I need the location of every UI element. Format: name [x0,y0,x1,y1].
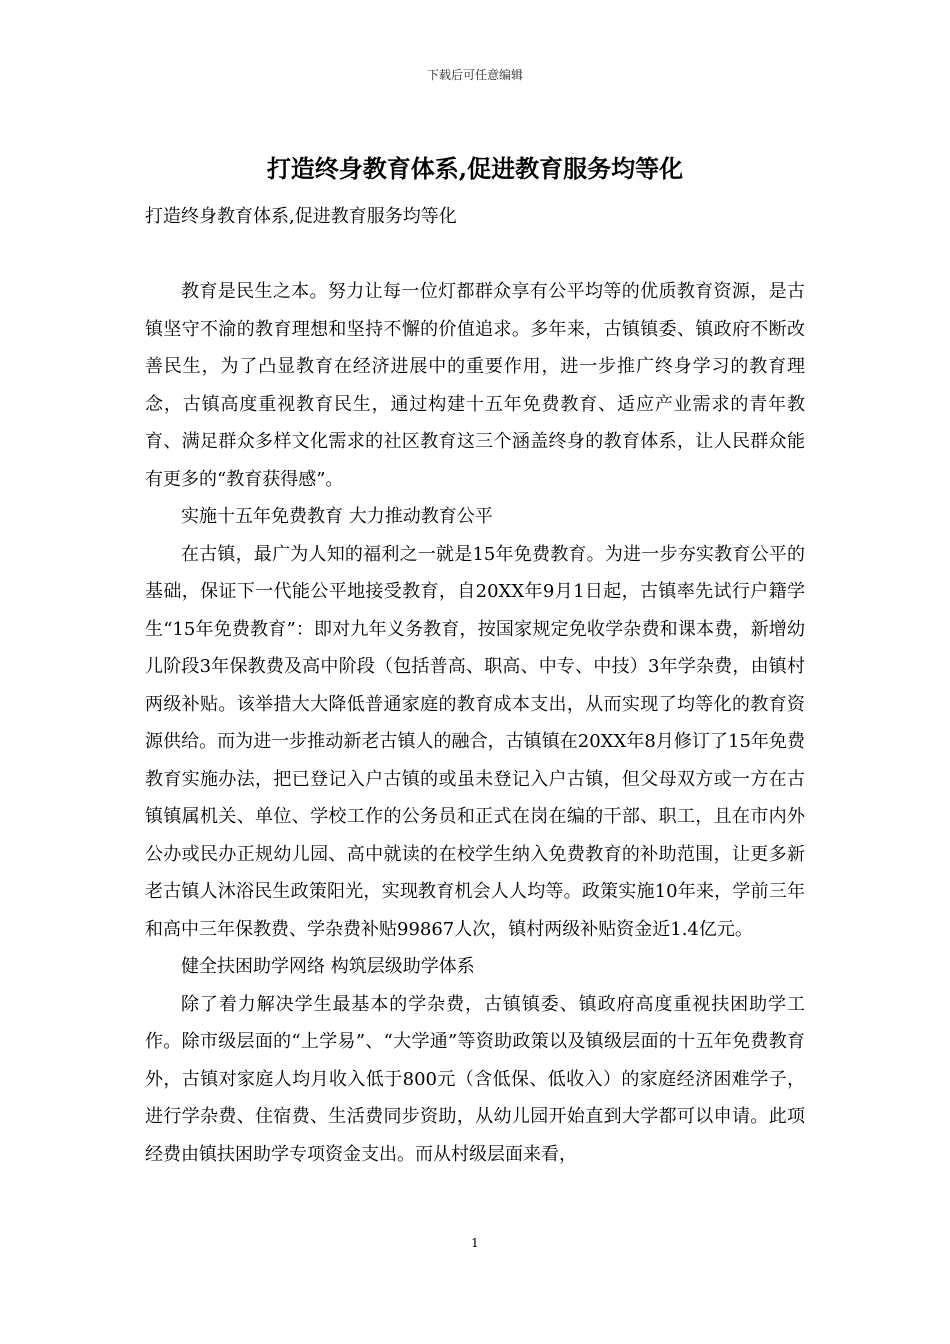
document-title: 打造终身教育体系,促进教育服务均等化 [266,154,684,183]
blank-line [145,236,805,274]
page-number: 1 [471,1236,479,1250]
header-note: 下载后可任意编辑 [426,68,523,82]
paragraph-intro: 教育是民生之本。努力让每一位灯都群众享有公平均等的优质教育资源，是古镇坚守不渝的教育理想和坚持不懈的价值追求。多年来，古镇镇委、镇政府不断改善民生，为了凸显教育在经济进展中的重要作用，进一步推广终身学习的教育理念，古镇高度重视教育民生，通过构建十五年免费教育、适应产业需求的青年教育、满足群众多样文化需求的社区教育这三个涵盖终身的教育体系，让人民群众能有更多的“教育获得感”。 [145,281,805,490]
paragraph-free-education: 在古镇，最广为人知的福利之一就是15年免费教育。为进一步夯实教育公平的基础，保证下一代能公平地接受教育，自20XX年9月1日起，古镇率先试行户籍学生“15年免费教育”：即对九年义务教育，按国家规定免收学杂费和课本费，新增幼儿阶段3年保教费及高中阶段（包括普高、职高、中专、中技）3年学杂费，由镇村两级补贴。该举措大大降低普通家庭的教育成本支出，从而实现了均等化的教育资源供给。而为进一步推动新老古镇人的融合，古镇镇在20XX年8月修订了15年免费教育实施办法，把已登记入户古镇的或虽未登记入户古镇，但父母双方或一方在古镇镇属机关、单位、学校工作的公务员和正式在岗在编的干部、职工，且在市内外公办或民办正规幼儿园、高中就读的在校学生纳入免费教育的补助范围，让更多新老古镇人沐浴民生政策阳光，实现教育机会人人均等。政策实施10年来，学前三年和高中三年保教费、学杂费补贴99867人次，镇村两级补贴资金近1.4亿元。 [145,543,805,940]
document-body [145,198,805,1173]
paragraph-student-aid: 除了着力解决学生最基本的学杂费，古镇镇委、镇政府高度重视扶困助学工作。除市级层面的“上学易”、“大学通”等资助政策以及镇级层面的十五年免费教育外，古镇对家庭人均月收入低于800元（含低保、低收入）的家庭经济困难学子，进行学杂费、住宿费、生活费同步资助，从幼儿园开始直到大学都可以申请。此项经费由镇扶困助学专项资金支出。而从村级层面来看， [145,993,805,1165]
section-heading-free-education: 实施十五年免费教育 大力推动教育公平 [181,506,493,527]
section-heading-student-aid: 健全扶困助学网络 构筑层级助学体系 [181,956,475,977]
document-subtitle: 打造终身教育体系,促进教育服务均等化 [145,206,457,227]
